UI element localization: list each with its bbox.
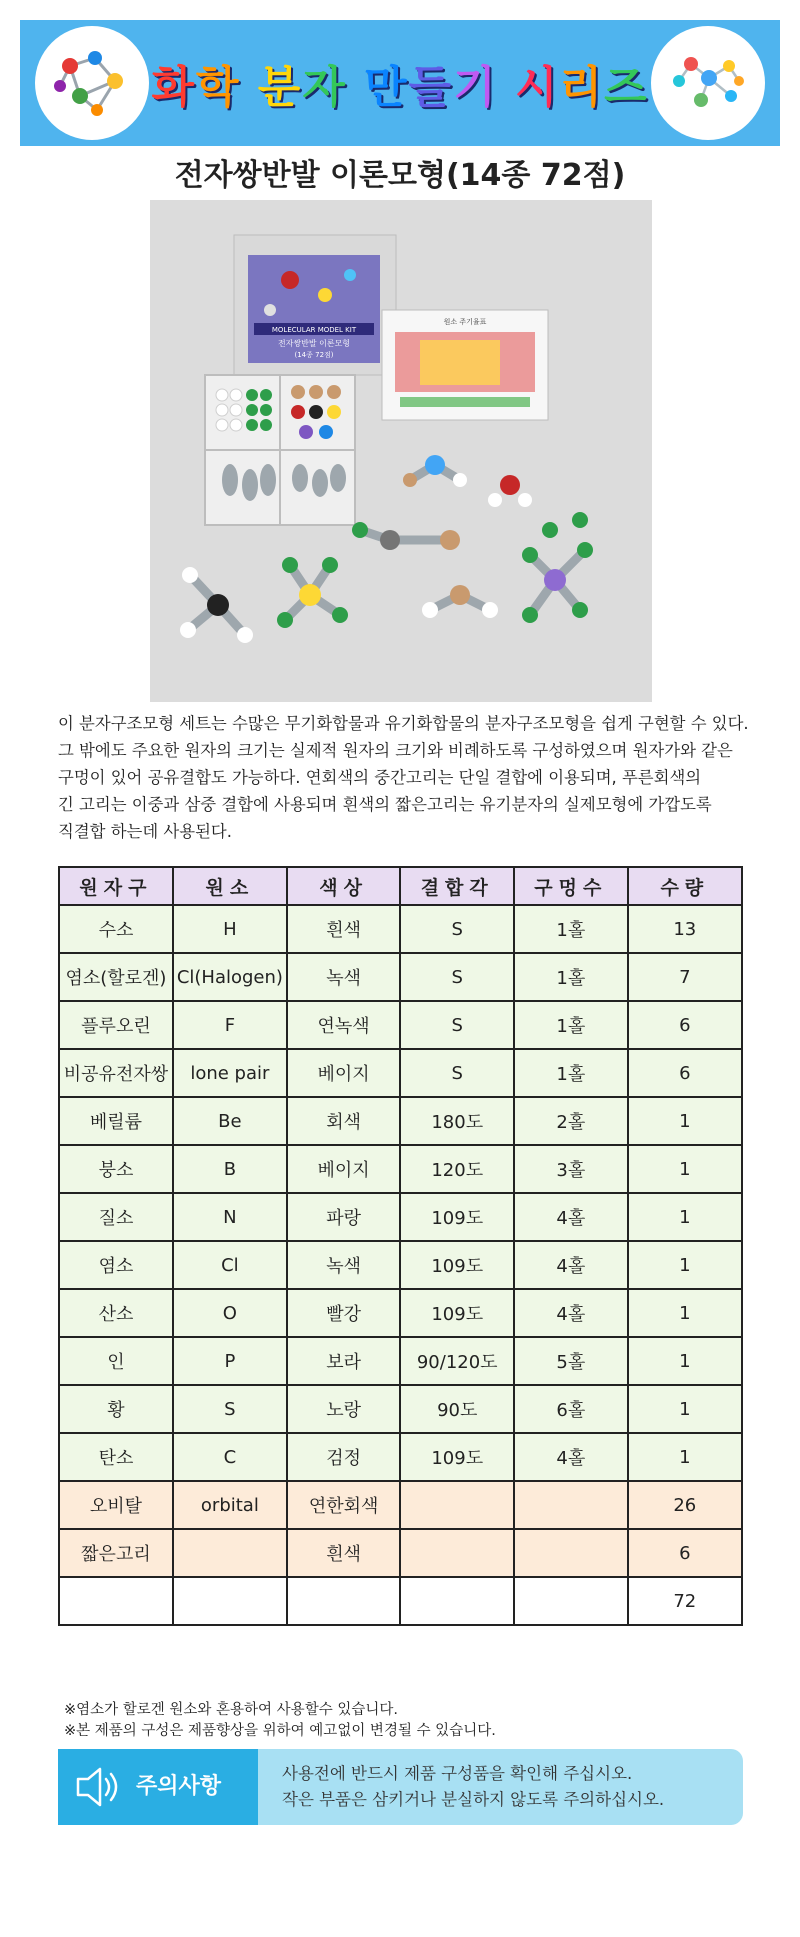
header-banner <box>20 20 780 146</box>
description-line: 그 밖에도 주요한 원자의 크기는 실제적 원자의 크기와 비례하도록 구성하였으며 원자가와 같은 <box>58 741 733 760</box>
table-cell: 109도 <box>400 1289 514 1337</box>
table-row <box>59 953 742 1001</box>
table-cell: 질소 <box>59 1193 173 1241</box>
table-cell: 흰색 <box>287 905 401 953</box>
banner-title-char <box>498 58 515 109</box>
table-cell: 회색 <box>287 1097 401 1145</box>
table-cell: 베이지 <box>287 1145 401 1193</box>
banner-title-char: 즈 <box>604 62 649 113</box>
table-cell: 빨강 <box>287 1289 401 1337</box>
table-cell: 1 <box>628 1433 742 1481</box>
table-cell: 13 <box>628 905 742 953</box>
table-cell: N <box>173 1193 287 1241</box>
table-cell: 1 <box>628 1241 742 1289</box>
table-cell: S <box>173 1385 287 1433</box>
component-table <box>58 866 743 1626</box>
table-cell: 파랑 <box>287 1193 401 1241</box>
table-cell: 1 <box>628 1097 742 1145</box>
table-row <box>59 1337 742 1385</box>
column-header: 원소 <box>173 867 287 905</box>
banner-title-char: 학 <box>195 62 241 113</box>
table-row <box>59 1481 742 1529</box>
caution-box <box>58 1749 743 1825</box>
notes <box>64 1700 496 1742</box>
table-cell: 1 <box>628 1145 742 1193</box>
speaker-icon <box>70 1749 130 1825</box>
table-cell: orbital <box>173 1481 287 1529</box>
table-row <box>59 1433 742 1481</box>
table-cell: 산소 <box>59 1289 173 1337</box>
table-cell: 1홀 <box>514 905 628 953</box>
table-cell: 109도 <box>400 1241 514 1289</box>
table-cell: 2홀 <box>514 1097 628 1145</box>
table-cell: 1홀 <box>514 1049 628 1097</box>
table-cell <box>173 1577 287 1625</box>
table-cell: O <box>173 1289 287 1337</box>
caution-line: 사용전에 반드시 제품 구성품을 확인해 주십시오. <box>282 1764 633 1783</box>
table-row <box>59 1097 742 1145</box>
table-cell: 베이지 <box>287 1049 401 1097</box>
caution-label: 주의사항 <box>136 1774 222 1799</box>
table-cell: 검정 <box>287 1433 401 1481</box>
description-line: 이 분자구조모형 세트는 수많은 무기화합물과 유기화합물의 분자구조모형을 쉽게 구현할 수 있다. <box>58 714 749 733</box>
table-cell <box>514 1529 628 1577</box>
table-cell: 109도 <box>400 1433 514 1481</box>
table-cell: 녹색 <box>287 1241 401 1289</box>
table-row <box>59 1529 742 1577</box>
table-cell: 109도 <box>400 1193 514 1241</box>
banner-title-char: 화 <box>151 62 196 113</box>
table-cell: B <box>173 1145 287 1193</box>
table-cell: 수소 <box>59 905 173 953</box>
molecule-logo-right <box>651 26 765 140</box>
table-cell: 1홀 <box>514 953 628 1001</box>
table-cell: 비공유전자쌍 <box>59 1049 173 1097</box>
table-cell: C <box>173 1433 287 1481</box>
table-cell: S <box>400 1049 514 1097</box>
product-title: 전자쌍반발 이론모형(14종 72점) <box>174 158 626 193</box>
table-row <box>59 1049 742 1097</box>
table-cell: 황 <box>59 1385 173 1433</box>
table-cell: 4홀 <box>514 1241 628 1289</box>
table-cell: 오비탈 <box>59 1481 173 1529</box>
table-cell <box>400 1481 514 1529</box>
caution-header <box>58 1749 258 1825</box>
table-cell: 6홀 <box>514 1385 628 1433</box>
table-row <box>59 1577 742 1625</box>
table-cell: lone pair <box>173 1049 287 1097</box>
column-header: 구멍수 <box>514 867 628 905</box>
table-row <box>59 1289 742 1337</box>
table-cell: 120도 <box>400 1145 514 1193</box>
table-cell <box>287 1577 401 1625</box>
banner-title-char: 리 <box>559 62 605 113</box>
column-header: 원자구 <box>59 867 173 905</box>
table-row <box>59 1145 742 1193</box>
description-line: 긴 고리는 이중과 삼중 결합에 사용되며 흰색의 짧은고리는 유기분자의 실제모형에 가깝도록 <box>58 795 712 814</box>
table-cell <box>400 1529 514 1577</box>
box-kit-title: 전자쌍반발 이론모형 <box>277 339 351 348</box>
table-cell: 연한회색 <box>287 1481 401 1529</box>
table-cell: 6 <box>628 1529 742 1577</box>
table-cell: 4홀 <box>514 1433 628 1481</box>
table-cell: 7 <box>628 953 742 1001</box>
banner-title-char: 분 <box>257 62 303 113</box>
table-cell: 1 <box>628 1385 742 1433</box>
table-cell <box>173 1529 287 1577</box>
periodic-table-card-title: 원소 주기율표 <box>443 318 487 326</box>
table-cell: S <box>400 905 514 953</box>
table-cell: 90도 <box>400 1385 514 1433</box>
table-cell: 연녹색 <box>287 1001 401 1049</box>
table-cell <box>59 1577 173 1625</box>
table-cell: 90/120도 <box>400 1337 514 1385</box>
table-cell <box>400 1577 514 1625</box>
table-cell: 72 <box>628 1577 742 1625</box>
description-line: 직결합 하는데 사용된다. <box>58 822 232 841</box>
table-cell: 녹색 <box>287 953 401 1001</box>
table-cell: 흰색 <box>287 1529 401 1577</box>
table-cell: 노랑 <box>287 1385 401 1433</box>
table-cell: 6 <box>628 1001 742 1049</box>
table-cell: 5홀 <box>514 1337 628 1385</box>
banner-title-char: 기 <box>453 62 498 113</box>
table-cell: H <box>173 905 287 953</box>
table-cell: 6 <box>628 1049 742 1097</box>
table-row <box>59 1241 742 1289</box>
column-header: 수량 <box>628 867 742 905</box>
table-cell <box>514 1577 628 1625</box>
table-header-row <box>59 867 742 905</box>
table-cell: 인 <box>59 1337 173 1385</box>
table-cell: Be <box>173 1097 287 1145</box>
table-row <box>59 1385 742 1433</box>
banner-title-char <box>347 58 364 109</box>
table-cell: 플루오린 <box>59 1001 173 1049</box>
caution-message <box>258 1749 743 1825</box>
table-cell: 염소(할로겐) <box>59 953 173 1001</box>
table-cell: 4홀 <box>514 1193 628 1241</box>
table-cell <box>514 1481 628 1529</box>
column-header: 색상 <box>287 867 401 905</box>
molecule-logo-left <box>35 26 149 140</box>
banner-title-char <box>240 58 257 109</box>
table-cell: 1 <box>628 1193 742 1241</box>
table-cell: Cl <box>173 1241 287 1289</box>
table-cell: 붕소 <box>59 1145 173 1193</box>
table-cell: 3홀 <box>514 1145 628 1193</box>
table-cell: 180도 <box>400 1097 514 1145</box>
table-cell: 26 <box>628 1481 742 1529</box>
table-cell: S <box>400 953 514 1001</box>
table-cell: P <box>173 1337 287 1385</box>
table-cell: 보라 <box>287 1337 401 1385</box>
table-row <box>59 905 742 953</box>
table-row <box>59 1193 742 1241</box>
table-row <box>59 1001 742 1049</box>
table-cell: 1 <box>628 1289 742 1337</box>
box-kit-count: (14종 72점) <box>294 351 334 359</box>
table-cell: 염소 <box>59 1241 173 1289</box>
table-cell: 1 <box>628 1337 742 1385</box>
banner-title <box>151 20 649 146</box>
banner-title-char: 만 <box>364 62 409 113</box>
note-line: ※염소가 할로겐 원소와 혼용하여 사용할수 있습니다. <box>64 1702 398 1718</box>
table-cell: 짧은고리 <box>59 1529 173 1577</box>
banner-title-char: 자 <box>302 62 347 113</box>
product-photo <box>150 200 652 702</box>
product-description <box>58 710 748 845</box>
banner-title-char: 시 <box>515 62 560 113</box>
table-cell: F <box>173 1001 287 1049</box>
description-line: 구멍이 있어 공유결합도 가능하다. 연회색의 중간고리는 단일 결합에 이용되며, 푸른회색의 <box>58 768 702 787</box>
note-line: ※본 제품의 구성은 제품향상을 위하여 예고없이 변경될 수 있습니다. <box>64 1723 496 1739</box>
table-cell: 1홀 <box>514 1001 628 1049</box>
banner-title-char: 들 <box>408 62 454 113</box>
table-cell: 4홀 <box>514 1289 628 1337</box>
column-header: 결합각 <box>400 867 514 905</box>
table-cell: S <box>400 1001 514 1049</box>
table-cell: 베릴륨 <box>59 1097 173 1145</box>
table-cell: Cl(Halogen) <box>173 953 287 1001</box>
table-cell: 탄소 <box>59 1433 173 1481</box>
caution-line: 작은 부품은 삼키거나 분실하지 않도록 주의하십시오. <box>282 1790 665 1809</box>
box-kit-name: MOLECULAR MODEL KIT <box>271 326 357 334</box>
